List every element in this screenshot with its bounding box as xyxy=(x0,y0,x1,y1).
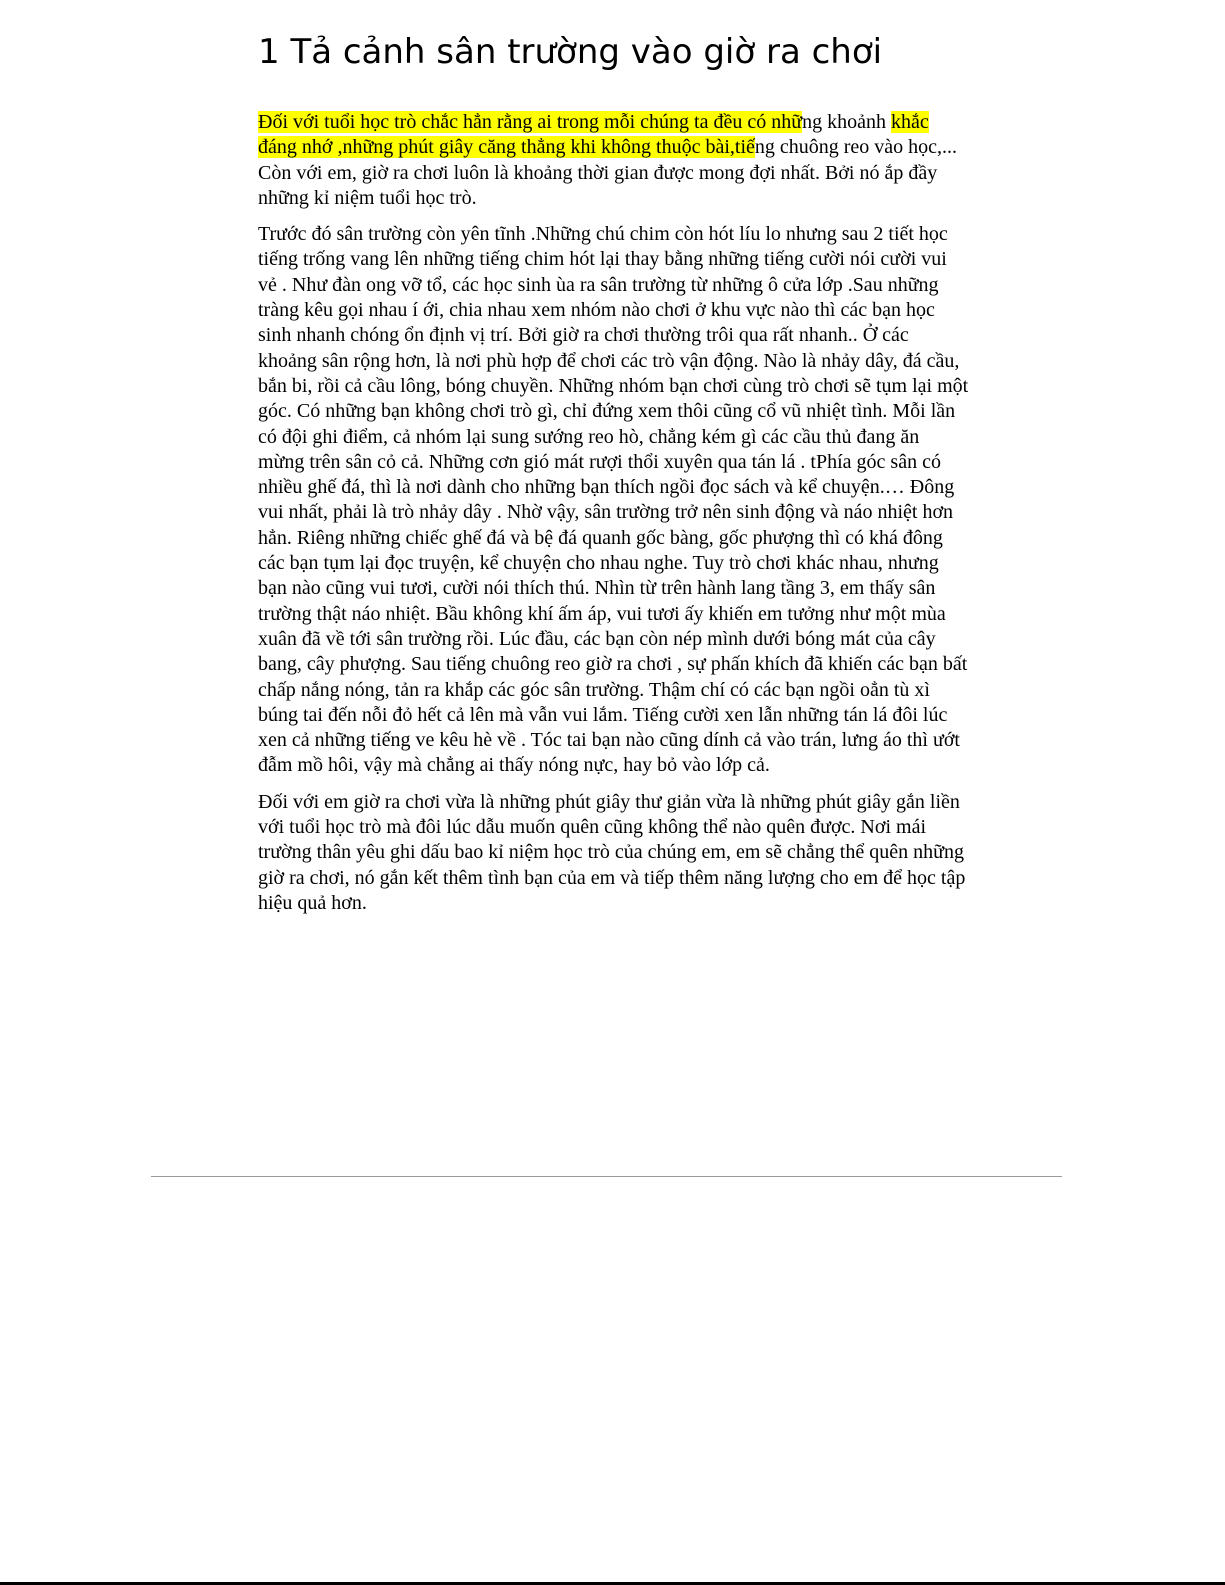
paragraph-text: ng chuông reo vào học,... Còn với em, giờ ra chơi luôn là khoảng thời gian được mong đợi nhất. Bởi nó ắp đầy những kỉ niệm tuổi học trò. xyxy=(258,136,958,209)
highlighted-text: khắc đáng nhớ ,những phút giây căng thẳng khi không thuộc bài,tiế xyxy=(258,111,929,159)
paragraph-conclusion: Đối với em giờ ra chơi vừa là những phút giây thư giản vừa là những phút giây gắn liền với tuổi học trò mà đôi lúc dẫu muốn quên cũng không thể nào quên được. Nơi mái trường thân yêu ghi dấu bao kỉ niệm học trò của chúng em, em sẽ chẳng thể quên những giờ ra chơi, nó gắn kết thêm tình bạn của em và tiếp thêm năng lượng cho em để học tập hiệu quả hơn. xyxy=(258,790,966,914)
paragraph-intro xyxy=(258,110,970,211)
document-body[interactable] xyxy=(258,30,970,927)
paragraph-body: Trước đó sân trường còn yên tĩnh .Những chú chim còn hót líu lo nhưng sau 2 tiết học tiếng trống vang lên những tiếng chim hót lại thay bằng những tiếng cười nói cười vui vẻ . Như đàn ong vỡ tổ, các học sinh ùa ra sân trường từ những ô cửa lớp .Sau những tràng kêu gọi nhau í ới, chia nhau xem nhóm nào chơi ở khu vực nào thì các bạn học sinh nhanh chóng ổn định vị trí. Bởi giờ ra chơi thường trôi qua rất nhanh.. Ở các khoảng sân rộng hơn, là nơi phù hợp để chơi các trò vận động. Nào là nhảy dây, đá cầu, bắn bi, rồi cả cầu lông, bóng chuyền. Những nhóm bạn chơi cùng trò chơi sẽ tụm lại một góc. Có những bạn không chơi trò gì, chỉ đứng xem thôi cũng cổ vũ nhiệt tình. Mỗi lần có đội ghi điểm, cả nhóm lại sung sướng reo hò, chẳng kém gì các cầu thủ đang ăn mừng trên sân cỏ cả. Những cơn gió mát rượi thổi xuyên qua tán lá . tPhía góc sân có nhiều ghế đá, thì là nơi dành cho những bạn thích ngồi đọc sách và kể chuyện.… Đông vui nhất, phải là trò nhảy dây . Nhờ vậy, sân trường trở nên sinh động và náo nhiệt hơn hẳn. Riêng những chiếc ghế đá và bệ đá quanh gốc bàng, gốc phượng thì có khá đông các bạn tụm lại đọc truyện, kể chuyện cho nhau nghe. Tuy trò chơi khác nhau, nhưng bạn nào cũng vui tươi, cười nói thích thú. Nhìn từ trên hành lang tầng 3, em thấy sân trường thật náo nhiệt. Bầu không khí ấm áp, vui tươi ấy khiến em tưởng như một mùa xuân đã về tới sân trường rồi. Lúc đầu, các bạn còn nép mình dưới bóng mát của cây bang, cây phượng. Sau tiếng chuông reo giờ ra chơi , sự phấn khích đã khiến các bạn bất chấp nắng nóng, tản ra khắp các góc sân trường. Thậm chí có các bạn ngồi oẳn tù xì búng tai đến nỗi đỏ hết cả lên mà vẫn vui lắm. Tiếng cười xen lẫn những tán lá đôi lúc xen cả những tiếng ve kêu hè về . Tóc tai bạn nào cũng dính cả vào trán, lưng áo thì ướt đẫm mồ hôi, vậy mà chẳng ai thấy nóng nực, hay bỏ vào lớp cả. xyxy=(258,223,969,777)
paragraph-text: ng khoảnh xyxy=(802,111,891,133)
page-break-divider xyxy=(151,1176,1062,1177)
highlighted-text: Đối với tuổi học trò chắc hẳn rằng ai trong mỗi chúng ta đều có nhữ xyxy=(258,111,803,133)
document-title: 1 Tả cảnh sân trường vào giờ ra chơi xyxy=(258,32,883,72)
